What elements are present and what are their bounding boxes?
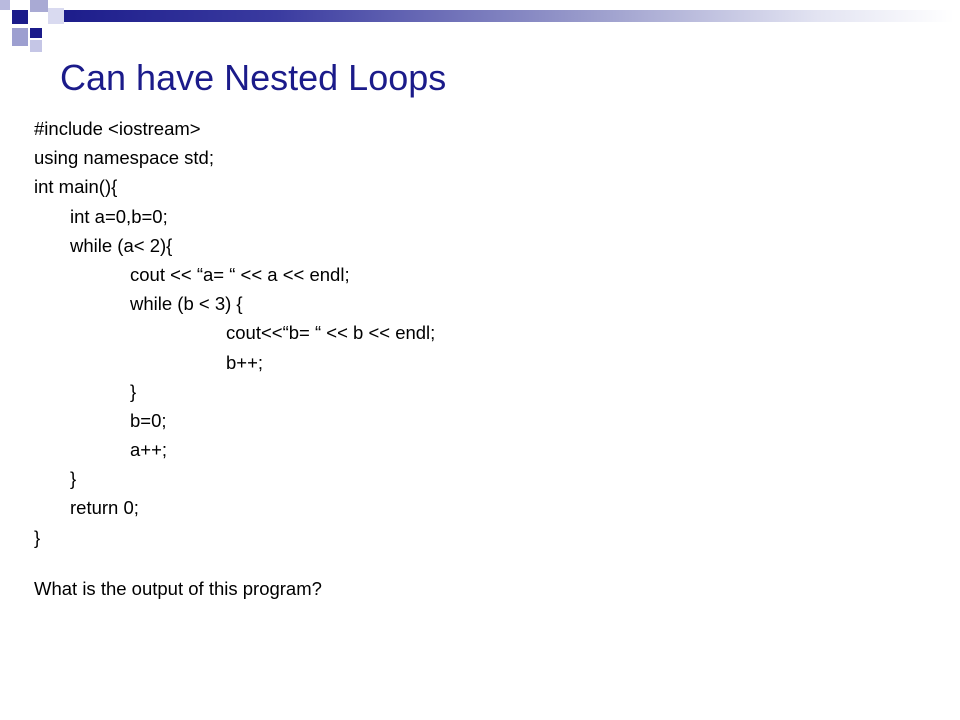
code-line: } [34,526,41,548]
decorative-square [12,10,28,24]
code-block [34,114,914,552]
code-line: cout << “a= “ << a << endl; [130,263,350,285]
decorative-square [0,0,10,10]
code-line: } [70,468,77,490]
code-line: int main(){ [34,176,118,198]
decorative-square [12,28,28,46]
code-line: cout<<“b= “ << b << endl; [226,322,436,344]
code-line: b=0; [130,409,167,431]
code-line: b++; [226,351,264,373]
slide-title: Can have Nested Loops [60,57,447,98]
header-gradient-bar [50,10,954,22]
code-line: while (a< 2){ [70,234,173,256]
decorative-square [48,8,64,24]
code-line: while (b < 3) { [130,293,243,315]
decorative-square [30,28,42,38]
decorative-square [30,0,48,12]
code-line: int a=0,b=0; [70,205,168,227]
code-line: return 0; [70,497,139,519]
code-line: a++; [130,439,168,461]
code-line: #include <iostream> [34,118,201,139]
code-line: using namespace std; [34,147,214,169]
code-line: } [130,380,137,402]
decorative-square [30,40,42,52]
question-text: What is the output of this program? [34,578,322,599]
